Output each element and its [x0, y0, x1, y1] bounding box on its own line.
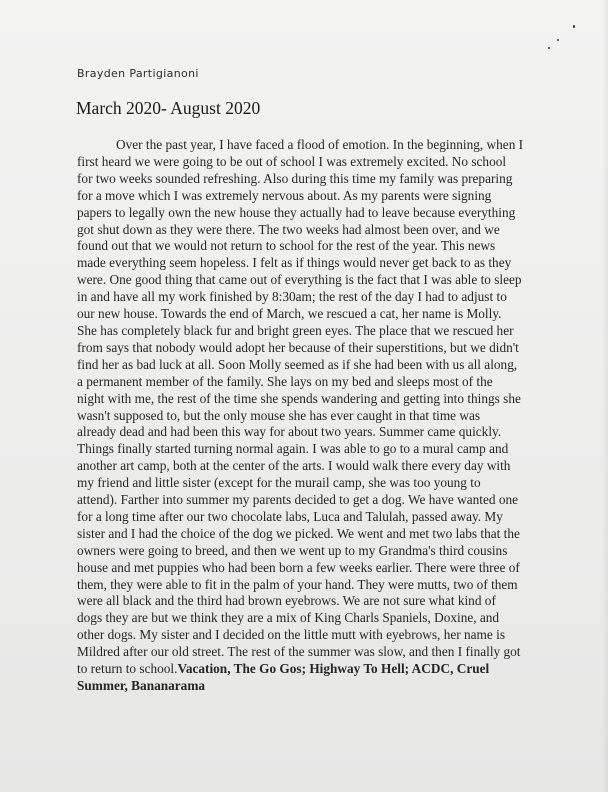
- paragraph-line: were. One good thing that came out of everything is the fact that I was able to sleep: [77, 272, 522, 288]
- song-list: Vacation, The Go Gos; Highway To Hell; ACDC, Cruel: [177, 661, 490, 677]
- scan-speck: [573, 25, 575, 28]
- paragraph-line: found out that we would not return to school for the rest of the year. This news: [77, 238, 496, 254]
- paragraph-line: dogs they are but we think they are a mix of King Charls Spaniels, Doxine, and: [77, 610, 500, 626]
- paragraph-line: sister and I had the choice of the dog we picked. We went and met two labs that the: [77, 525, 520, 541]
- scan-speck: [557, 39, 559, 41]
- song-list-continued: Summer, Bananarama: [77, 678, 206, 693]
- paragraph-line: my friend and little sister (except for the murail camp, she was too young to: [77, 475, 481, 491]
- paragraph-line: another art camp, both at the center of the arts. I would walk there every day with: [77, 458, 511, 474]
- paragraph-line: our new house. Towards the end of March, we rescued a cat, her name is Molly.: [77, 306, 502, 322]
- document-title: March 2020- August 2020: [76, 98, 261, 118]
- paragraph-line: night with me, the rest of the time she spends wandering and getting into things she: [77, 390, 521, 406]
- paragraph-line: owners were going to breed, and then we went up to my Grandma's third cousins: [77, 542, 508, 558]
- scan-speck: [548, 47, 550, 49]
- paragraph-line: them, they were able to fit in the palm of your hand. They were mutts, two of them: [77, 576, 518, 592]
- paragraph-line: Over the past year, I have faced a flood of emotion. In the beginning, when I: [116, 137, 524, 152]
- page-edge-shadow: [602, 0, 608, 792]
- paragraph-line: for two weeks sounded refreshing. Also during this time my family was preparing: [77, 170, 513, 186]
- paragraph-line: Things finally started turning normal again. I was able to go to a mural camp and: [77, 441, 509, 457]
- paragraph-line: papers to legally own the new house they actually had to leave because everything: [77, 204, 516, 220]
- paragraph-line: first heard we were going to be out of school I was extremely excited. No school: [77, 153, 507, 169]
- paragraph-line: from says that nobody would adopt her because of their superstitions, but we didn't: [77, 339, 519, 355]
- paragraph-line: made everything seem hopeless. I felt as if things would never get back to as they: [77, 255, 512, 271]
- author-name: Brayden Partigianoni: [77, 67, 199, 80]
- paragraph-line: house and met puppies who had been born a few weeks earlier. There were three of: [77, 559, 520, 575]
- paragraph-line: find her as bad luck at all. Soon Molly seemed as if she had been with us all along,: [77, 356, 518, 372]
- paragraph-line: a permanent member of the family. She lays on my bed and sleeps most of the: [77, 373, 493, 389]
- closing-sentence: to return to school.: [77, 661, 178, 677]
- paragraph-line: got shut down as they were there. The two weeks had almost been over, and we: [77, 221, 500, 237]
- paragraph-line: for a long time after our two chocolate labs, Luca and Talulah, passed away. My: [77, 508, 503, 524]
- paragraph-line: were all black and the third had brown eyebrows. We are not sure what kind of: [77, 593, 496, 609]
- paragraph-line: She has completely black fur and bright green eyes. The place that we rescued her: [77, 322, 514, 338]
- paragraph-line-last: [77, 661, 567, 678]
- paragraph-line: in and have all my work finished by 8:30am; the rest of the day I had to adjust to: [77, 289, 507, 305]
- paragraph-line: wasn't supposed to, but the only mouse she has ever caught in that time was: [77, 407, 481, 423]
- paragraph-line: for a move which I was extremely nervous about. As my parents were signing: [77, 187, 492, 203]
- paragraph-line: other dogs. My sister and I decided on the little mutt with eyebrows, her name is: [77, 627, 505, 643]
- essay-paragraph: [77, 137, 567, 695]
- paragraph-line: Mildred after our old street. The rest of the summer was slow, and then I finally got: [77, 644, 521, 660]
- paragraph-line: already dead and had been this way for about two years. Summer came quickly.: [77, 424, 502, 440]
- paragraph-line: attend). Farther into summer my parents decided to get a dog. We have wanted one: [77, 492, 519, 508]
